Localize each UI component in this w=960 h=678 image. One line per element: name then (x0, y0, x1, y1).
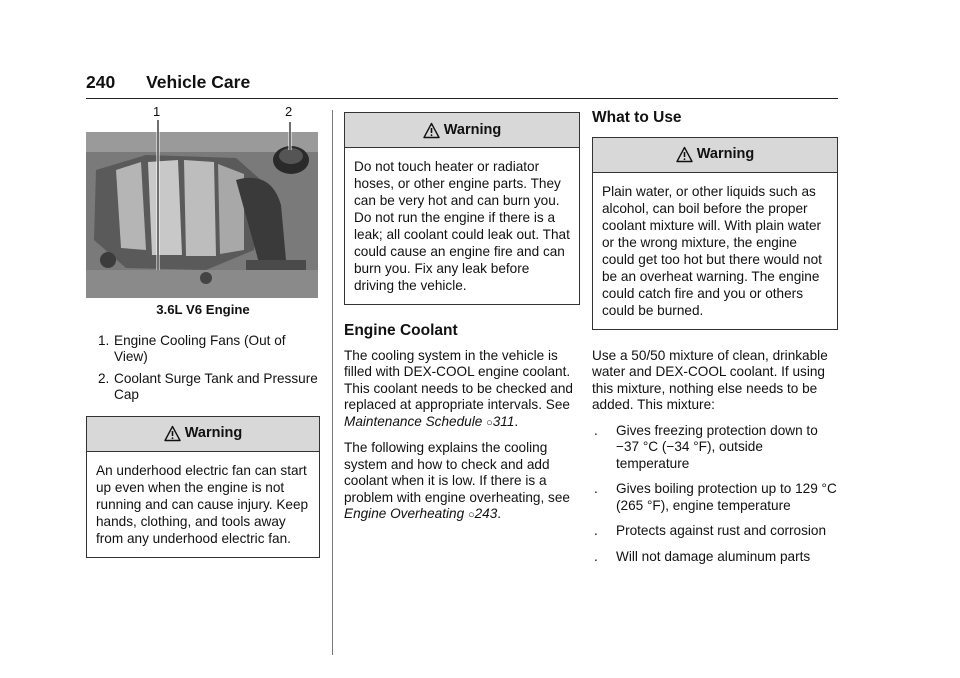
warning-body: Do not touch heater or radiator hoses, or other engine parts. They can be very hot and can burn you. Do not run the engine if there is a leak; all coolant could leak out. That could cause an engine fire and can burn you. Fix any leak before driving the vehicle. (354, 159, 570, 293)
list-item: 2. Coolant Surge Tank and Pressure Cap (98, 370, 318, 402)
engine-photo (86, 104, 318, 298)
page-header (86, 72, 250, 93)
bullet-marker: . (594, 422, 598, 438)
list-item: . Protects against rust and corrosion (594, 523, 827, 538)
callout-2-label: 2 (285, 104, 293, 119)
section-heading-engine-coolant: Engine Coolant (344, 322, 458, 339)
paragraph: The following explains the cooling system and how to check and add coolant when it is low. If there is a problem with engine overheating, see Engine Overheating ○243. (344, 440, 570, 521)
section-title: Vehicle Care (146, 72, 251, 92)
list-item: . Gives freezing protection down to −37 °C (−34 °F), outside temperature (594, 422, 818, 471)
engine-illustration (86, 110, 318, 298)
column-1 (86, 104, 320, 558)
page-ref-number[interactable]: 243 (474, 506, 498, 521)
column-3 (592, 110, 838, 574)
figure-caption: 3.6L V6 Engine (156, 302, 250, 317)
list-item: . Will not damage aluminum parts (594, 548, 811, 564)
warning-icon (423, 122, 440, 139)
warning-body: An underhood electric fan can start up even when the engine is not running and can cause injury. Keep hands, clothing, and tools away from any underhood electric fan. (96, 462, 309, 546)
warning-header: Warning (87, 417, 319, 452)
list-item: 1. Engine Cooling Fans (Out of View) (98, 332, 286, 364)
paragraph: The cooling system in the vehicle is filled with DEX-COOL engine coolant. This coolant needs to be checked and replaced at appropriate intervals. See Maintenance Schedule ○311. (344, 347, 573, 429)
bullet-marker: . (594, 548, 598, 564)
bullet-marker: . (594, 523, 598, 538)
warning-box-hot-parts (344, 112, 580, 305)
page-number: 240 (86, 72, 116, 92)
callout-1-label: 1 (153, 104, 161, 119)
cross-reference-link[interactable]: Maintenance Schedule (344, 413, 483, 429)
warning-box-plain-water (592, 137, 838, 330)
list-item: . Gives boiling protection up to 129 °C (265 °F), engine temperature (594, 481, 837, 513)
warning-header: Warning (593, 138, 837, 173)
column-2 (344, 112, 580, 533)
header-rule (86, 98, 838, 99)
warning-icon (164, 425, 181, 442)
warning-header: Warning (345, 113, 579, 148)
callout-list (86, 333, 320, 404)
cross-reference-link[interactable]: Engine Overheating (344, 506, 465, 521)
page-ref-number[interactable]: 311 (492, 413, 515, 429)
bullet-marker: . (594, 481, 598, 496)
warning-body: Plain water, or other liquids such as alcohol, can boil before the proper coolant mixture will. With plain water or the wrong mixture, the engine could get too hot but there would not be an overheat warning. The engine could catch fire and you or others could be burned. (602, 183, 822, 318)
warning-icon (676, 146, 693, 163)
bullet-list (592, 423, 838, 566)
section-heading-what-to-use: What to Use (592, 109, 682, 126)
paragraph: Use a 50/50 mixture of clean, drinkable water and DEX-COOL coolant. If using this mixture, nothing else needs to be added. This mixture: (592, 347, 828, 412)
column-divider (332, 110, 333, 655)
warning-box-fan (86, 416, 320, 558)
page-ref-icon: ○ (467, 509, 475, 521)
page-ref-icon: ○ (486, 416, 493, 429)
